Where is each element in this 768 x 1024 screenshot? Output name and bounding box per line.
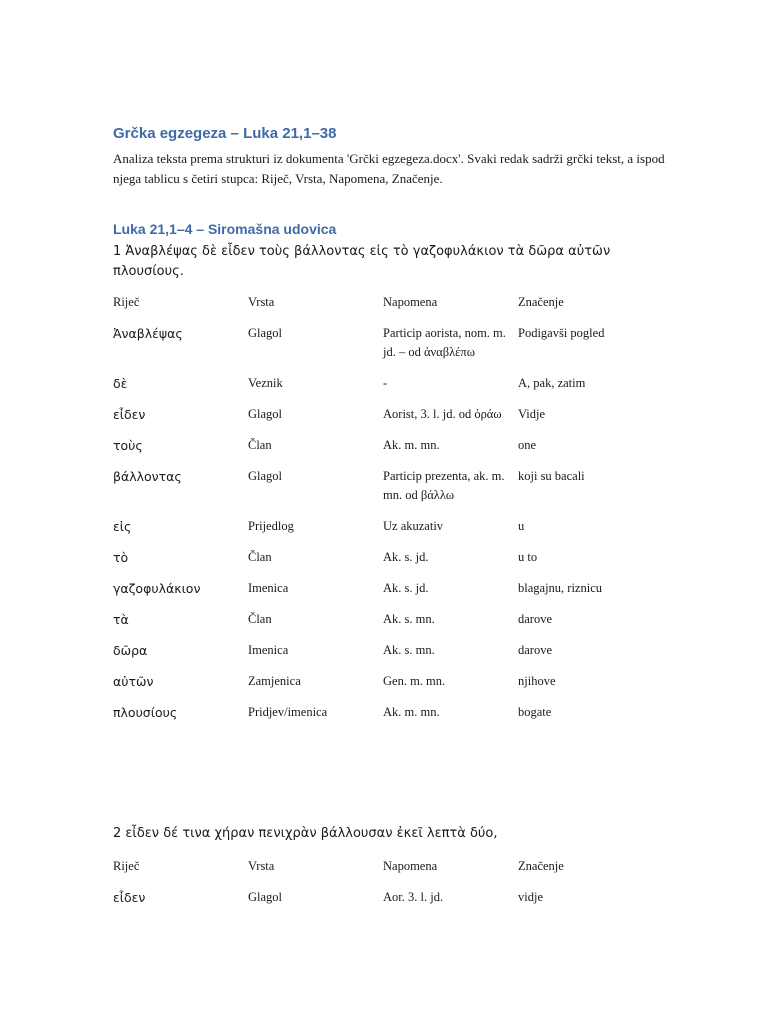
table-row [113,517,633,548]
gloss-table [113,293,633,734]
table-header-row [113,293,633,324]
table-row [113,324,633,374]
cell-kind: Glagol [248,469,283,483]
header-kind: Vrsta [248,295,275,309]
cell-word: εἶδεν [113,407,146,422]
cell-word: τὸ [113,550,129,565]
table-row [113,888,633,919]
cell-kind: Glagol [248,890,283,904]
cell-note: Ak. s. mn. [383,643,435,657]
cell-kind: Imenica [248,643,289,657]
cell-word: τοὺς [113,438,143,453]
document-intro: Analiza teksta prema strukturi iz dokumenta 'Grčki egzegeza.docx'. Svaki redak sadrži grčki tekst, a ispod njega tablicu s četiri stupca: Riječ, Vrsta, Napomena, Značenje. [113,151,665,186]
cell-meaning: koji su bacali [518,469,585,483]
cell-meaning: Podigavši pogled [518,326,605,340]
cell-kind: Pridjev/imenica [248,705,328,719]
cell-note: Aor. 3. l. jd. [383,890,444,904]
cell-kind: Član [248,612,272,626]
cell-word: εἶδεν [113,890,146,905]
table-header-row [113,857,633,888]
table-row [113,703,633,734]
cell-note: Aorist, 3. l. jd. od ὁράω [383,407,502,421]
verse-text: 2 εἶδεν δέ τινα χήραν πενιχρὰν βάλλουσαν ἐκεῖ λεπτὰ δύο, [113,826,498,841]
table-row [113,467,633,517]
cell-note: Particip prezenta, ak. m. mn. od βάλλω [383,469,505,502]
table-row [113,610,633,641]
cell-meaning: njihove [518,674,556,688]
header-word: Riječ [113,295,140,309]
header-meaning: Značenje [518,295,564,309]
cell-word: πλουσίους [113,705,178,720]
cell-note: Gen. m. mn. [383,674,446,688]
cell-kind: Glagol [248,326,283,340]
section-title: Luka 21,1–4 – Siromašna udovica [113,221,337,237]
cell-note: Particip aorista, nom. m. jd. – od ἀναβλέπω [383,326,506,359]
cell-note: Ak. m. mn. [383,438,440,452]
header-note: Napomena [383,859,438,873]
cell-word: εἰς [113,519,132,534]
cell-word: βάλλοντας [113,469,182,484]
cell-meaning: vidje [518,890,543,904]
cell-note: Ak. s. jd. [383,550,429,564]
table-row [113,579,633,610]
table-row [113,405,633,436]
document-title: Grčka egzegeza – Luka 21,1–38 [113,125,337,142]
cell-kind: Veznik [248,376,283,390]
table-row [113,436,633,467]
table-row [113,672,633,703]
gloss-table [113,857,633,919]
cell-meaning: u to [518,550,538,564]
header-meaning: Značenje [518,859,564,873]
cell-word: δῶρα [113,643,148,658]
cell-note: Uz akuzativ [383,519,444,533]
header-note: Napomena [383,295,438,309]
verse-text: 1 Ἀναβλέψας δὲ εἶδεν τοὺς βάλλοντας εἰς τὸ γαζοφυλάκιον τὰ δῶρα αὐτῶν πλουσίους. [113,244,611,279]
cell-meaning: Vidje [518,407,546,421]
table-row [113,641,633,672]
cell-kind: Član [248,550,272,564]
cell-meaning: darove [518,612,553,626]
cell-note: - [383,376,388,390]
cell-meaning: blagajnu, riznicu [518,581,602,595]
cell-meaning: bogate [518,705,552,719]
cell-meaning: u [518,519,525,533]
header-kind: Vrsta [248,859,275,873]
cell-kind: Zamjenica [248,674,301,688]
cell-word: αὐτῶν [113,674,154,689]
cell-meaning: darove [518,643,553,657]
cell-kind: Imenica [248,581,289,595]
cell-word: Ἀναβλέψας [113,326,183,341]
cell-note: Ak. s. jd. [383,581,429,595]
header-word: Riječ [113,859,140,873]
cell-word: τὰ [113,612,129,627]
cell-meaning: one [518,438,537,452]
cell-kind: Prijedlog [248,519,294,533]
cell-kind: Član [248,438,272,452]
cell-word: γαζοφυλάκιον [113,581,201,596]
table-row [113,548,633,579]
cell-note: Ak. s. mn. [383,612,435,626]
cell-note: Ak. m. mn. [383,705,440,719]
cell-kind: Glagol [248,407,283,421]
table-row [113,374,633,405]
cell-word: δὲ [113,376,128,391]
cell-meaning: A, pak, zatim [518,376,586,390]
